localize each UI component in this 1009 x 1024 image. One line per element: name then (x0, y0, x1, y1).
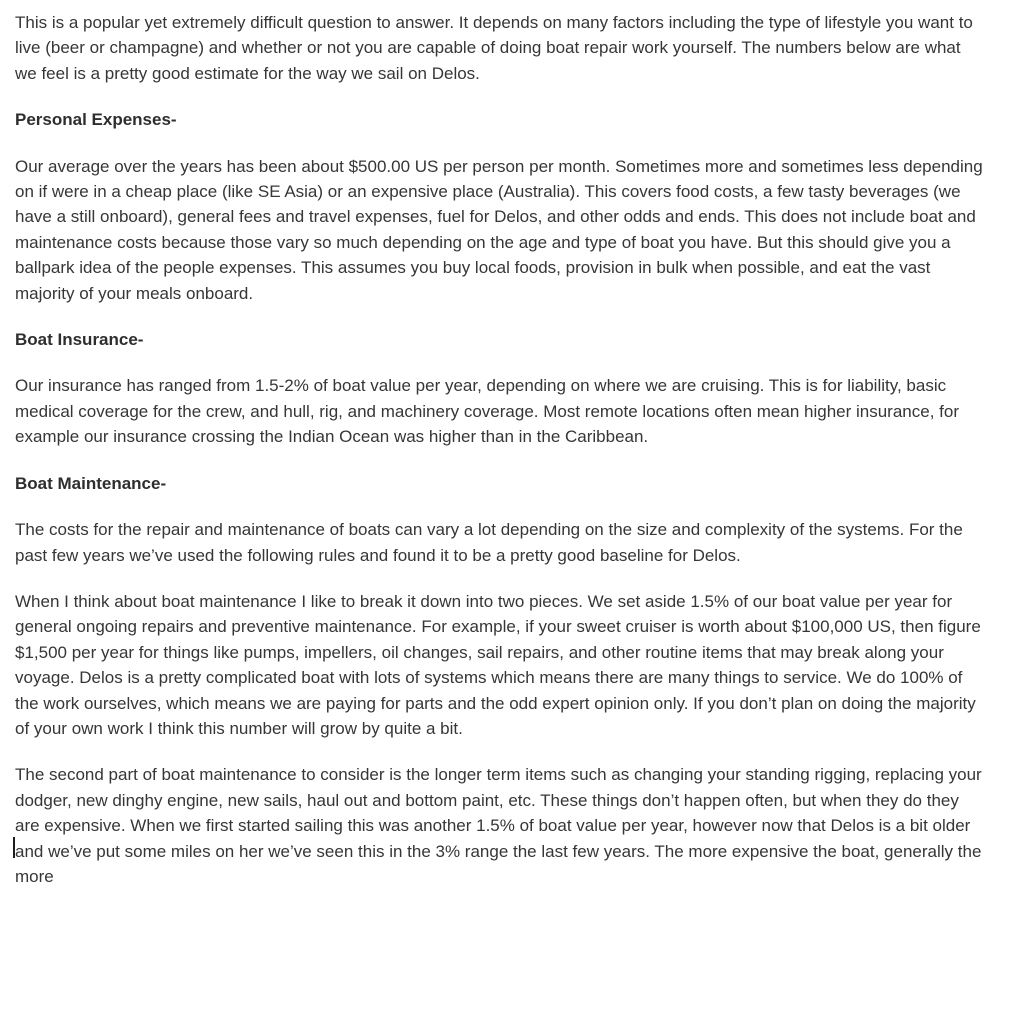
paragraph-boat-maintenance-2: When I think about boat maintenance I like to break it down into two pieces. We set aside 1.5% of our boat value per year for general ongoing repairs and preventive maintenance. For example, if your sweet cruiser is worth about $100,000 US, then figure $1,500 per year for things like pumps, impellers, oil changes, sail repairs, and other routine items that may break along your voyage. Delos is a pretty complicated boat with lots of systems which means there are many things to service. We do 100% of the work ourselves, which means we are paying for parts and the odd expert opinion only. If you don’t plan on doing the majority of your own work I think this number will grow by quite a bit. (15, 591, 981, 738)
heading-boat-insurance: Boat Insurance- (15, 330, 144, 350)
heading-personal-expenses: Personal Expenses- (15, 110, 177, 130)
heading-boat-maintenance: Boat Maintenance- (15, 473, 167, 493)
text-cursor (13, 837, 15, 858)
paragraph-personal-expenses: Our average over the years has been about $500.00 US per person per month. Sometimes more and sometimes less depending on if were in a cheap place (like SE Asia) or an expensive place (Australia). This covers food costs, a few tasty beverages (we have a still onboard), general fees and travel expenses, fuel for Delos, and other odds and ends. This does not include boat and maintenance costs because those vary so much depending on the age and type of boat you have. But this should give you a ballpark idea of the people expenses. This assumes you buy local foods, provision in bulk when possible, and eat the vast majority of your meals onboard. (15, 156, 983, 303)
paragraph-boat-maintenance-1: The costs for the repair and maintenance of boats can vary a lot depending on the size and complexity of the systems. For the past few years we’ve used the following rules and found it to be a pretty good baseline for Delos. (15, 520, 963, 565)
paragraph-boat-maintenance-3: The second part of boat maintenance to consider is the longer term items such as changing your standing rigging, replacing your dodger, new dinghy engine, new sails, haul out and bottom paint, etc. These things don’t happen often, but when they do they are expensive. When we first started sailing this was another 1.5% of boat value per year, however now that Delos is a bit older and we’ve put some miles on her we’ve seen this in the 3% range the last few years. The more expensive the boat, generally the more (15, 765, 982, 886)
paragraph-boat-insurance: Our insurance has ranged from 1.5-2% of boat value per year, depending on where we are cruising. This is for liability, basic medical coverage for the crew, and hull, rig, and machinery coverage. Most remote locations often mean higher insurance, for example our insurance crossing the Indian Ocean was higher than in the Caribbean. (15, 376, 959, 447)
intro-paragraph: This is a popular yet extremely difficult question to answer. It depends on many factors including the type of lifestyle you want to live (beer or champagne) and whether or not you are capable of doing boat repair work yourself. The numbers below are what we feel is a pretty good estimate for the way we sail on Delos. (15, 13, 973, 83)
